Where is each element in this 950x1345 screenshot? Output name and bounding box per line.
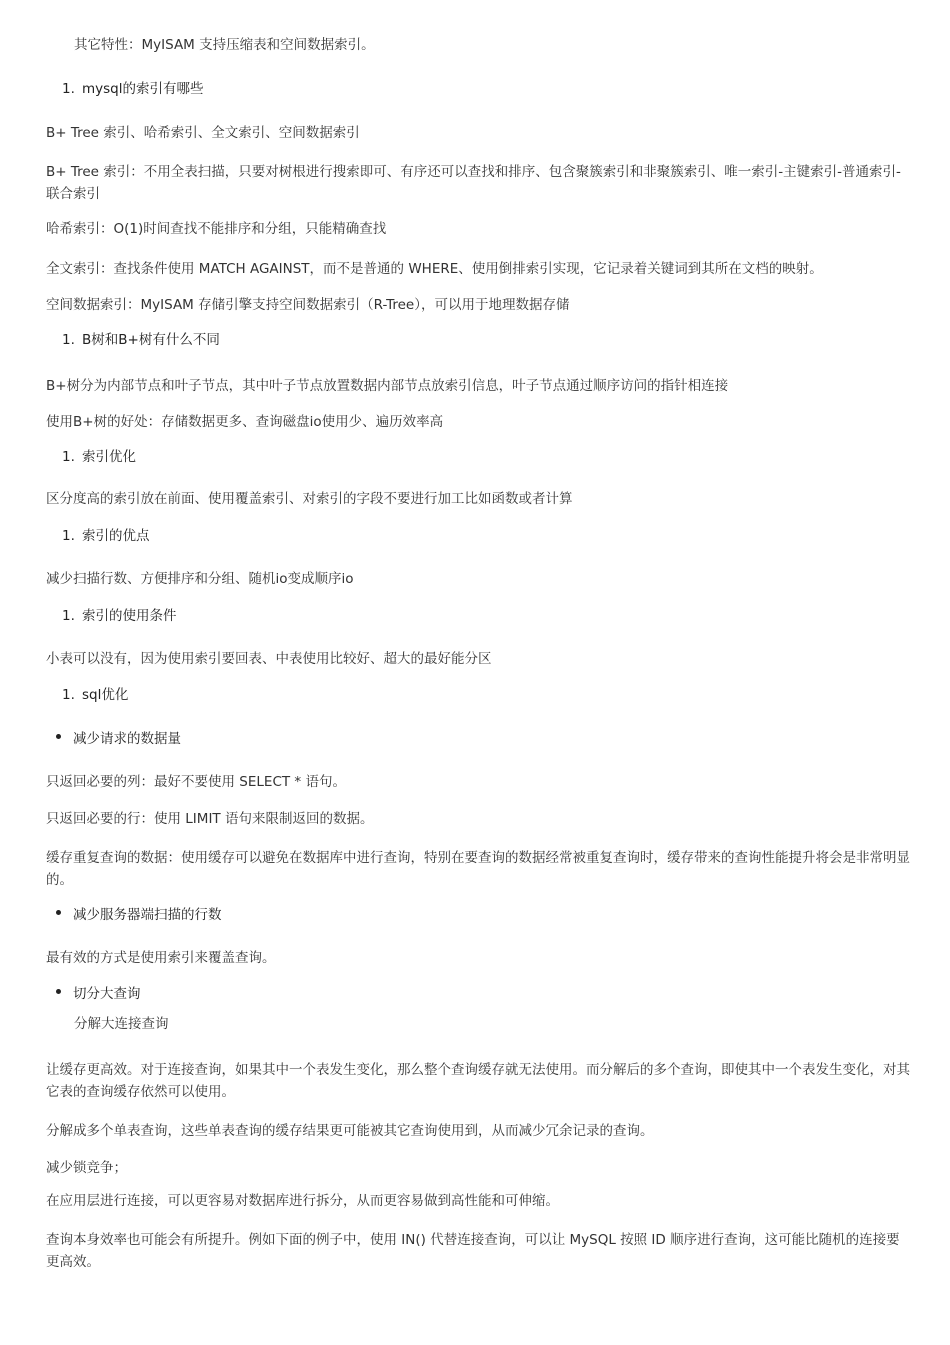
text-line: 全文索引：查找条件使用 MATCH AGAINST，而不是普通的 WHERE、使用倒排索引实现，它记录着关键词到其所在文档的映射。 xyxy=(46,261,823,277)
list-number: 1. xyxy=(62,332,75,348)
bullet-item xyxy=(56,904,222,926)
heading-text: 索引的优点 xyxy=(82,528,150,544)
text-line: 最有效的方式是使用索引来覆盖查询。 xyxy=(46,950,276,966)
text-line: 使用B+树的好处：存储数据更多、查询磁盘io使用少、遍历效率高 xyxy=(46,414,444,430)
text-line: 只返回必要的列：最好不要使用 SELECT * 语句。 xyxy=(46,774,346,790)
text-paragraph: 查询本身效率也可能会有所提升。例如下面的例子中，使用 IN() 代替连接查询，可以让 MySQL 按照 ID 顺序进行查询，这可能比随机的连接要更高效。 xyxy=(46,1232,900,1270)
bullet-icon xyxy=(56,734,61,739)
text-line: 分解成多个单表查询，这些单表查询的缓存结果更可能被其它查询使用到，从而减少冗余记录的查询。 xyxy=(46,1123,654,1139)
text-paragraph: B+ Tree 索引：不用全表扫描，只要对树根进行搜索即可、有序还可以查找和排序、包含聚簇索引和非聚簇索引、唯一索引-主键索引-普通索引-联合索引 xyxy=(46,164,901,202)
heading-text: B树和B+树有什么不同 xyxy=(82,332,220,348)
text-line: 在应用层进行连接，可以更容易对数据库进行拆分，从而更容易做到高性能和可伸缩。 xyxy=(46,1193,559,1209)
bullet-text: 减少服务器端扫描的行数 xyxy=(73,907,222,923)
list-number: 1. xyxy=(62,449,75,465)
heading-text: mysql的索引有哪些 xyxy=(82,81,204,97)
numbered-heading xyxy=(62,605,177,627)
list-number: 1. xyxy=(62,687,75,703)
text-line: 其它特性：MyISAM 支持压缩表和空间数据索引。 xyxy=(74,37,375,53)
heading-text: 索引优化 xyxy=(82,449,136,465)
text-line: 小表可以没有，因为使用索引要回表、中表使用比较好、超大的最好能分区 xyxy=(46,651,492,667)
text-line: 只返回必要的行：使用 LIMIT 语句来限制返回的数据。 xyxy=(46,811,374,827)
text-line: B+树分为内部节点和叶子节点，其中叶子节点放置数据内部节点放索引信息，叶子节点通过顺序访问的指针相连接 xyxy=(46,378,729,394)
bullet-item xyxy=(56,728,181,750)
text-line: 区分度高的索引放在前面、使用覆盖索引、对索引的字段不要进行加工比如函数或者计算 xyxy=(46,491,573,507)
bullet-text: 减少请求的数据量 xyxy=(73,731,181,747)
numbered-heading xyxy=(62,525,150,547)
list-number: 1. xyxy=(62,608,75,624)
numbered-heading xyxy=(62,684,128,706)
numbered-heading xyxy=(62,78,204,100)
list-number: 1. xyxy=(62,81,75,97)
list-number: 1. xyxy=(62,528,75,544)
numbered-heading xyxy=(62,329,220,351)
text-line: 哈希索引：O(1)时间查找不能排序和分组，只能精确查找 xyxy=(46,221,387,237)
bullet-icon xyxy=(56,989,61,994)
text-line: 减少扫描行数、方便排序和分组、随机io变成顺序io xyxy=(46,571,354,587)
bullet-item xyxy=(56,983,141,1005)
text-paragraph: 缓存重复查询的数据：使用缓存可以避免在数据库中进行查询，特别在要查询的数据经常被重复查询时，缓存带来的查询性能提升将会是非常明显的。 xyxy=(46,850,910,888)
bullet-icon xyxy=(56,910,61,915)
text-line: 减少锁竞争； xyxy=(46,1160,127,1176)
text-line: 空间数据索引：MyISAM 存储引擎支持空间数据索引（R-Tree），可以用于地理数据存储 xyxy=(46,297,570,313)
text-line: B+ Tree 索引、哈希索引、全文索引、空间数据索引 xyxy=(46,125,360,141)
text-paragraph: 让缓存更高效。对于连接查询，如果其中一个表发生变化，那么整个查询缓存就无法使用。而分解后的多个查询，即使其中一个表发生变化，对其它表的查询缓存依然可以使用。 xyxy=(46,1062,910,1100)
bullet-text: 切分大查询 xyxy=(73,986,141,1002)
text-line: 分解大连接查询 xyxy=(74,1016,169,1032)
heading-text: sql优化 xyxy=(82,687,129,703)
numbered-heading xyxy=(62,446,136,468)
heading-text: 索引的使用条件 xyxy=(82,608,177,624)
